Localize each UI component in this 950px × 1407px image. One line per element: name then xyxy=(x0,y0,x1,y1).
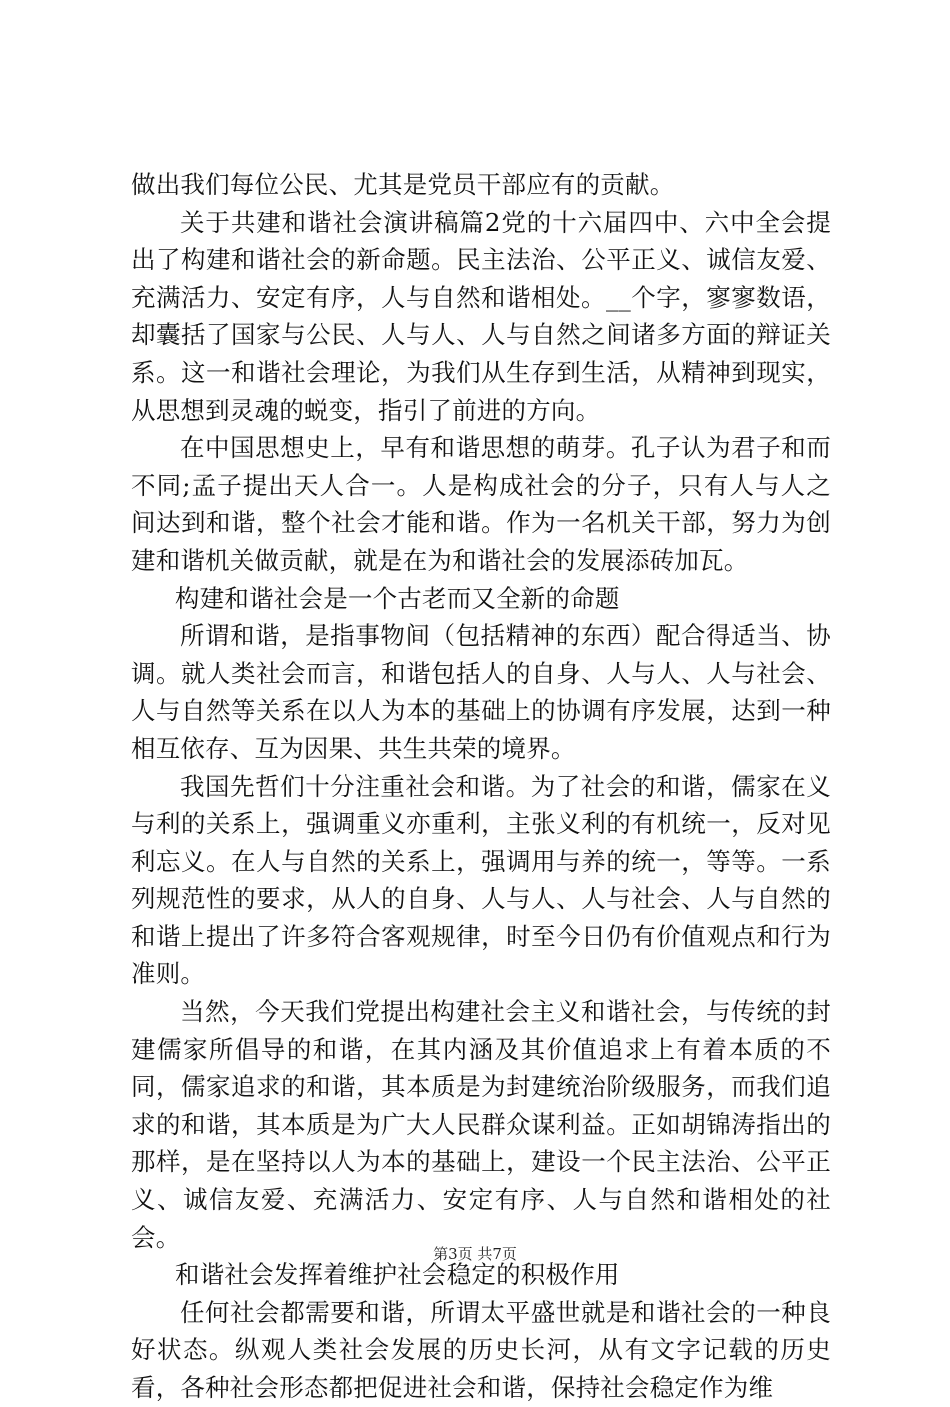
section-heading: 构建和谐社会是一个古老而又全新的命题 xyxy=(175,583,620,613)
paragraph: 在中国思想史上，早有和谐思想的萌芽。孔子认为君子和而不同;孟子提出天人合一。人是构成社会的分子，只有人与人之间达到和谐，整个社会才能和谐。作为一名机关干部，努力为创建和谐机关做贡献，就是在为和谐社会的发展添砖加瓦。 xyxy=(131,433,831,575)
page-number-footer: 第3页 共7页 xyxy=(433,1245,517,1263)
paragraph: 关于共建和谐社会演讲稿篇2党的十六届四中、六中全会提出了构建和谐社会的新命题。民主法治、公平正义、诚信友爱、充满活力、安定有序，人与自然和谐相处。__个字，寥寥数语，却囊括了国家与公民、人与人、人与自然之间诸多方面的辩证关系。这一和谐社会理论，为我们从生存到生活，从精神到现实，从思想到灵魂的蜕变，指引了前进的方向。 xyxy=(131,207,831,425)
paragraph: 当然，今天我们党提出构建社会主义和谐社会，与传统的封建儒家所倡导的和谐，在其内涵及其价值追求上有着本质的不同，儒家追求的和谐，其本质是为封建统治阶级服务，而我们追求的和谐，其本质是为广大人民群众谋利益。正如胡锦涛指出的那样，是在坚持以人为本的基础上，建设一个民主法治、公平正义、诚信友爱、充满活力、安定有序、人与自然和谐相处的社会。 xyxy=(131,997,831,1252)
section-heading: 和谐社会发挥着维护社会稳定的积极作用 xyxy=(175,1260,620,1290)
paragraph-continuation: 做出我们每位公民、尤其是党员干部应有的贡献。 xyxy=(131,170,675,199)
paragraph: 我国先哲们十分注重社会和谐。为了社会的和谐，儒家在义与利的关系上，强调重义亦重利，主张义利的有机统一，反对见利忘义。在人与自然的关系上，强调用与养的统一，等等。一系列规范性的要求，从人的自身、人与人、人与社会、人与自然的和谐上提出了许多符合客观规律，时至今日仍有价值观点和行为准则。 xyxy=(131,771,831,989)
paragraph: 所谓和谐，是指事物间（包括精神的东西）配合得适当、协调。就人类社会而言，和谐包括人的自身、人与人、人与社会、人与自然等关系在以人为本的基础上的协调有序发展，达到一种相互依存、互为因果、共生共荣的境界。 xyxy=(131,621,831,763)
document-body xyxy=(131,166,831,1407)
paragraph: 任何社会都需要和谐，所谓太平盛世就是和谐社会的一种良好状态。纵观人类社会发展的历史长河，从有文字记载的历史看，各种社会形态都把促进社会和谐，保持社会稳定作为维 xyxy=(131,1297,831,1402)
